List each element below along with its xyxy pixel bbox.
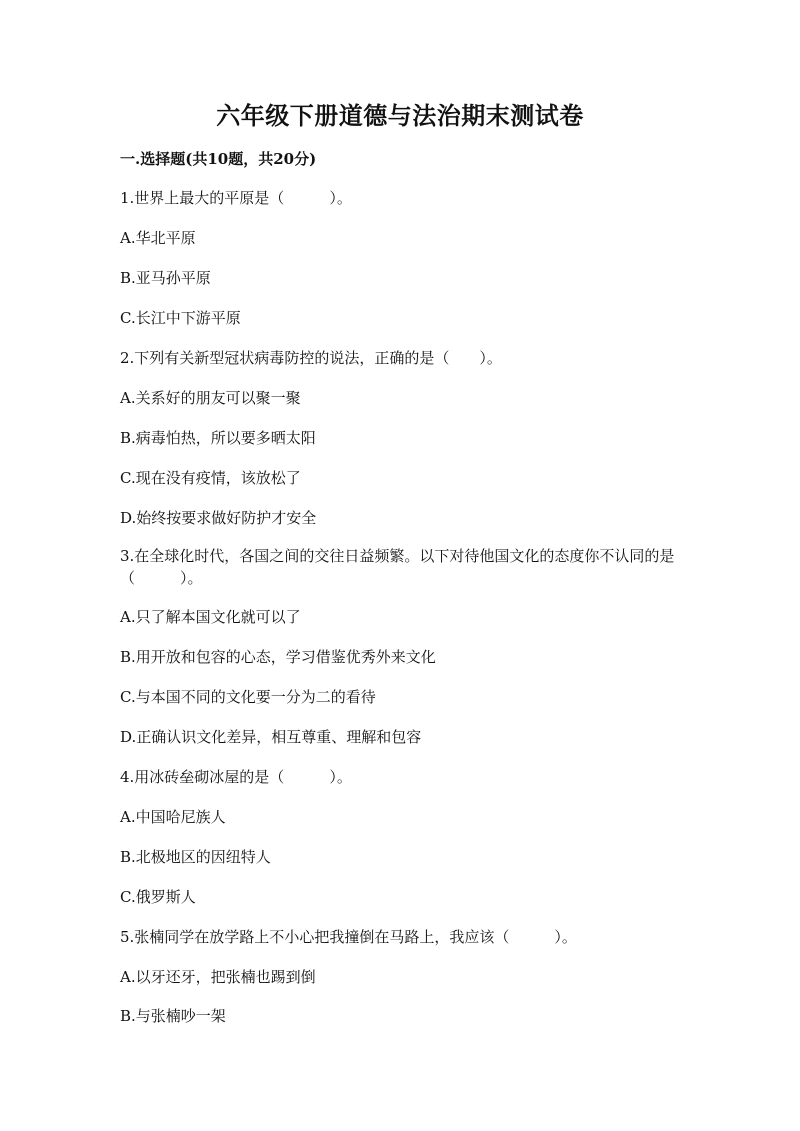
section-heading: 一.选择题(共10题，共20分) — [120, 150, 317, 168]
question-5-option-b: B.与张楠吵一架 — [120, 1007, 226, 1025]
page-title: 六年级下册道德与法治期末测试卷 — [216, 101, 584, 130]
question-4-option-b: B.北极地区的因纽特人 — [120, 848, 271, 866]
question-3-stem: 3.在全球化时代，各国之间的交往日益频繁。以下对待他国文化的态度你不认同的是（ ）。 — [120, 547, 675, 587]
question-1-option-b: B.亚马孙平原 — [120, 269, 211, 287]
question-3-option-b: B.用开放和包容的心态，学习借鉴优秀外来文化 — [120, 648, 436, 666]
question-5-stem: 5.张楠同学在放学路上不小心把我撞倒在马路上，我应该（ ）。 — [120, 928, 577, 946]
question-2-option-c: C.现在没有疫情，该放松了 — [120, 469, 301, 487]
question-4-stem: 4.用冰砖垒砌冰屋的是（ ）。 — [120, 768, 352, 786]
question-2-option-d: D.始终按要求做好防护才安全 — [120, 509, 317, 527]
question-3-option-a: A.只了解本国文化就可以了 — [120, 608, 301, 626]
question-1-stem: 1.世界上最大的平原是（ ）。 — [120, 189, 352, 207]
question-3-option-d: D.正确认识文化差异，相互尊重、理解和包容 — [120, 728, 422, 746]
question-4-option-a: A.中国哈尼族人 — [120, 808, 226, 826]
question-4-option-c: C.俄罗斯人 — [120, 888, 196, 906]
question-1-option-a: A.华北平原 — [120, 229, 196, 247]
question-1-option-c: C.长江中下游平原 — [120, 309, 241, 327]
question-5-option-a: A.以牙还牙，把张楠也踢到倒 — [120, 968, 316, 986]
question-3-option-c: C.与本国不同的文化要一分为二的看待 — [120, 688, 376, 706]
question-2-option-b: B.病毒怕热，所以要多晒太阳 — [120, 429, 316, 447]
question-2-stem: 2.下列有关新型冠状病毒防控的说法，正确的是（ ）。 — [120, 349, 502, 367]
question-2-option-a: A.关系好的朋友可以聚一聚 — [120, 389, 301, 407]
